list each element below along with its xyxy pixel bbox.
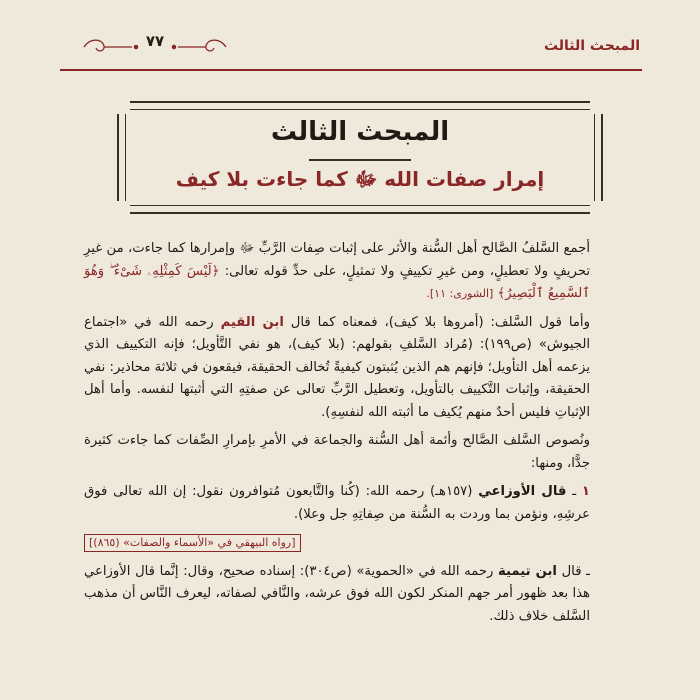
title-box-corner xyxy=(590,201,604,215)
numbered-item: ١ ـ قال الأوزاعي (١٥٧هـ) رحمه الله: (كُنا والتَّابعون مُتوافرون نقول: إن الله تعالى فوق عرشِهِ، ونؤمن بما وردت به السُّنة من صِفاتِهِ جل وعلا). xyxy=(84,484,590,522)
page-number: ٧٧ xyxy=(145,32,165,50)
scholar-name: قال الأوزاعي xyxy=(478,484,567,499)
running-header xyxy=(60,30,640,60)
paragraph-text: رحمه الله في «اجتماع الجيوش» (ص١٩٩): (مُراد السَّلفِ بقولهم: (بلا كيف)، هو نفي التَّأويل؛ فإنه التكييف الذي يزعمه أهل التأويل؛ فإنهم هم الذين يُثبتون كيفيةً تُخالف الحقيقة، فيقعون في ثلاثة محاذير: نفي الحقيقة، وإثبات التَّكييف بالتأويل، وتعطيل الرَّبِّ تعالى عن صفتِهِ التي أثبتها لنفسه. وأما أهل الإثباتِ فليس أحدٌ منهم يُكيف ما أثبته الله لنفسِهِ). xyxy=(84,314,590,420)
header-rule xyxy=(60,69,642,71)
paragraph-text: أجمع السَّلفُ الصَّالح أهل السُّنة والأثر على إثبات صِفات الرَّبِّ ﷻ وإمرارها كما جاءت، من غيرِ تحريفٍ ولا تعطيلٍ، ومن غيرِ تكييفٍ ولا تمثيلٍ، على حدِّ قوله تعالى: xyxy=(84,241,591,279)
paragraph xyxy=(84,238,590,306)
citation: [رواه البيهقي في «الأسماء والصفات» (٨٦٥)] xyxy=(84,534,301,552)
citation-line xyxy=(84,532,590,555)
paragraph-text: رحمه الله في «الحموية» (ص٣٠٤): إسناده صحيح، وقال: إنَّما قال الأوزاعي هذا بعد ظهور أمر جهم المنكر لكون الله فوق عرشه، والنَّافي لصفاته، ليعرف النَّاس أن مذهب السَّلف خلاف ذلك. xyxy=(84,563,590,624)
running-header-section-name: المبحث الثالث xyxy=(543,38,640,54)
scholar-name: ابن تيمية xyxy=(498,563,557,579)
title-box-corner xyxy=(116,100,130,114)
body-text xyxy=(84,238,590,634)
quran-verse: ﴿لَيْسَ كَمِثْلِهِۦ شَىْءٌ ۖ وَهُوَ ٱلسَّمِيعُ ٱلْبَصِيرُ﴾ xyxy=(84,263,590,301)
paragraph xyxy=(84,561,590,629)
chapter-title: المبحث الثالث xyxy=(270,117,450,147)
chapter-title-box xyxy=(117,101,603,214)
page-number-area xyxy=(80,30,230,60)
title-divider xyxy=(309,159,411,161)
paragraph xyxy=(84,312,590,425)
title-box-corner xyxy=(590,100,604,114)
paragraph-text: ونُصوص السَّلف الصَّالح وأئمة أهل السُّنة والجماعة في الأمرِ بإمرارِ الصِّفات كما جاءت كثيرة جدًّا، ومنها: xyxy=(84,433,590,471)
verse-reference: [الشورى: ١١]. xyxy=(426,287,494,300)
item-number: ١ xyxy=(581,484,590,499)
paragraph xyxy=(84,430,590,475)
scholar-name: ابن القيم xyxy=(220,314,284,330)
paragraph-text: (١٥٧هـ) رحمه الله: (كُنا والتَّابعون مُتوافرون نقول: إن الله تعالى فوق عرشِهِ، ونؤمن بما وردت به السُّنة من صِفاتِهِ جل وعلا). xyxy=(84,484,590,522)
chapter-subtitle: إمرار صفات الله ﷻ كما جاءت بلا كيف xyxy=(175,167,545,191)
paragraph-text: وأما قول السَّلف: (أمروها بلا كيف)، فمعناه كما قال xyxy=(290,314,590,330)
paragraph-text: ـ قال xyxy=(561,563,590,579)
title-box-corner xyxy=(116,201,130,215)
